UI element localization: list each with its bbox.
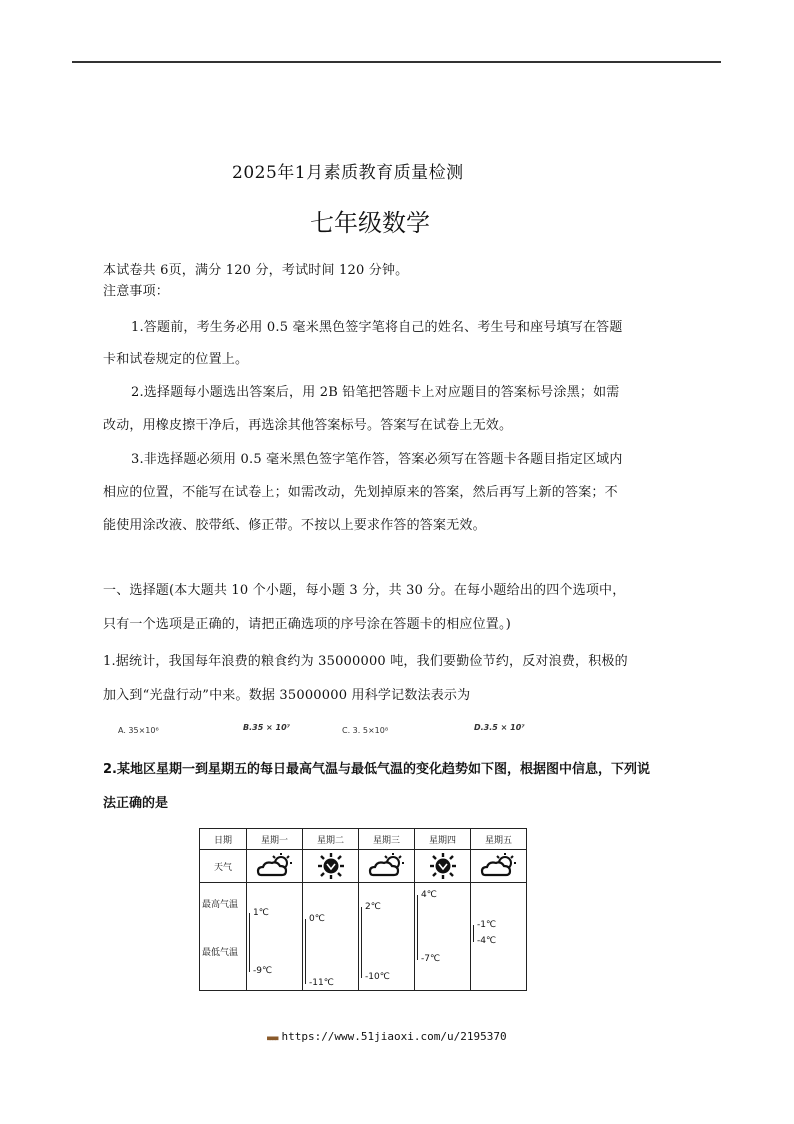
notice-2b: 改动，用橡皮擦干净后，再选涂其他答案标号。答案写在试卷上无效。 bbox=[103, 418, 513, 433]
section1-line1: 一、选择题(本大题共 10 个小题，每小题 3 分，共 30 分。在每小题给出的四个选项中， bbox=[103, 583, 626, 598]
high-temp-label: 最高气温 bbox=[202, 900, 239, 910]
q1-line1: 1.据统计，我国每年浪费的粮食约为 35000000 吨，我们要勤俭节约，反对浪费，积极的 bbox=[103, 654, 628, 669]
temp-cell bbox=[247, 883, 303, 991]
day-header: 星期一 bbox=[247, 829, 303, 850]
temp-range bbox=[303, 883, 358, 990]
temp-range bbox=[359, 883, 414, 990]
notice-2a: 2.选择题每小题选出答案后，用 2B 铅笔把答题卡上对应题目的答案标号涂黑；如需 bbox=[131, 385, 620, 400]
footer-watermark bbox=[267, 1030, 507, 1043]
low-temp-value: -4℃ bbox=[477, 936, 497, 947]
q2-line1: 2.某地区星期一到星期五的每日最高气温与最低气温的变化趋势如下图，根据图中信息，下列说 bbox=[103, 762, 650, 777]
section1-line2: 只有一个选项是正确的，请把正确选项的序号涂在答题卡的相应位置。) bbox=[103, 617, 511, 632]
notice-3c: 能使用涂改液、胶带纸、修正带。不按以上要求作答的答案无效。 bbox=[103, 518, 486, 533]
day-header: 星期二 bbox=[303, 829, 359, 850]
weather-cell bbox=[415, 850, 471, 883]
weather-table bbox=[199, 828, 527, 991]
notice-3b: 相应的位置，不能写在试卷上；如需改动，先划掉原来的答案，然后再写上新的答案；不 bbox=[103, 485, 618, 500]
temp-range bbox=[471, 883, 526, 990]
weather-cell bbox=[471, 850, 527, 883]
day-header: 星期五 bbox=[471, 829, 527, 850]
q2-line2: 法正确的是 bbox=[103, 796, 169, 811]
weather-row-label: 天气 bbox=[200, 850, 247, 883]
temp-range bbox=[415, 883, 470, 990]
notice-heading: 注意事项： bbox=[103, 284, 170, 299]
q1-option-c: C. 3. 5×10⁸ bbox=[342, 726, 389, 735]
notice-1a: 1.答题前，考生务必用 0.5 毫米黑色签字笔将自己的姓名、考生号和座号填写在答题 bbox=[131, 320, 623, 335]
temp-range-bar bbox=[473, 925, 474, 943]
temp-cell bbox=[359, 883, 415, 991]
low-temp-value: -11℃ bbox=[309, 978, 334, 989]
temp-range-bar bbox=[305, 919, 306, 984]
temp-range-bar bbox=[361, 907, 362, 978]
cloudy-sun-icon bbox=[479, 852, 519, 880]
high-temp-value: -1℃ bbox=[477, 919, 497, 930]
day-header: 星期三 bbox=[359, 829, 415, 850]
temp-range bbox=[247, 883, 302, 990]
sun-icon bbox=[428, 852, 458, 880]
q1-option-d: D.3.5 × 10⁷ bbox=[474, 723, 525, 732]
low-temp-value: -9℃ bbox=[253, 966, 273, 977]
cloudy-sun-icon bbox=[367, 852, 407, 880]
notice-3a: 3.非选择题必须用 0.5 毫米黑色签字笔作答，答案必须写在答题卡各题目指定区域内 bbox=[131, 452, 623, 467]
temp-cell bbox=[471, 883, 527, 991]
temp-range-bar bbox=[249, 913, 250, 972]
temp-cell bbox=[303, 883, 359, 991]
cloudy-sun-icon bbox=[255, 852, 295, 880]
temp-label-cell bbox=[200, 883, 247, 991]
high-temp-value: 2℃ bbox=[365, 901, 381, 912]
temp-cell bbox=[415, 883, 471, 991]
q1-option-a: A. 35×10⁶ bbox=[118, 726, 159, 735]
subject-title: 七年级数学 bbox=[310, 209, 430, 237]
low-temp-label: 最低气温 bbox=[202, 948, 239, 958]
q1-option-b: B.35 × 10⁷ bbox=[243, 723, 291, 732]
temp-range-bar bbox=[417, 895, 418, 960]
weather-cell bbox=[303, 850, 359, 883]
footer-url[interactable]: https://www.51jiaoxi.com/u/2195370 bbox=[281, 1030, 507, 1043]
day-header: 星期四 bbox=[415, 829, 471, 850]
low-temp-value: -7℃ bbox=[421, 954, 441, 965]
high-temp-value: 0℃ bbox=[309, 913, 325, 924]
high-temp-value: 4℃ bbox=[421, 889, 437, 900]
high-temp-value: 1℃ bbox=[253, 907, 269, 918]
notice-1b: 卡和试卷规定的位置上。 bbox=[103, 352, 249, 367]
header-date-label: 日期 bbox=[200, 829, 247, 850]
intro-line: 本试卷共 6页，满分 120 分，考试时间 120 分钟。 bbox=[103, 263, 409, 278]
exam-title: 2025年1月素质教育质量检测 bbox=[232, 163, 464, 183]
site-logo: ■■■■ bbox=[267, 1035, 278, 1042]
top-rule bbox=[72, 61, 721, 63]
weather-cell bbox=[247, 850, 303, 883]
weather-cell bbox=[359, 850, 415, 883]
sun-icon bbox=[316, 852, 346, 880]
q1-line2: 加入到“光盘行动”中来。数据 35000000 用科学记数法表示为 bbox=[103, 688, 471, 703]
low-temp-value: -10℃ bbox=[365, 972, 390, 983]
